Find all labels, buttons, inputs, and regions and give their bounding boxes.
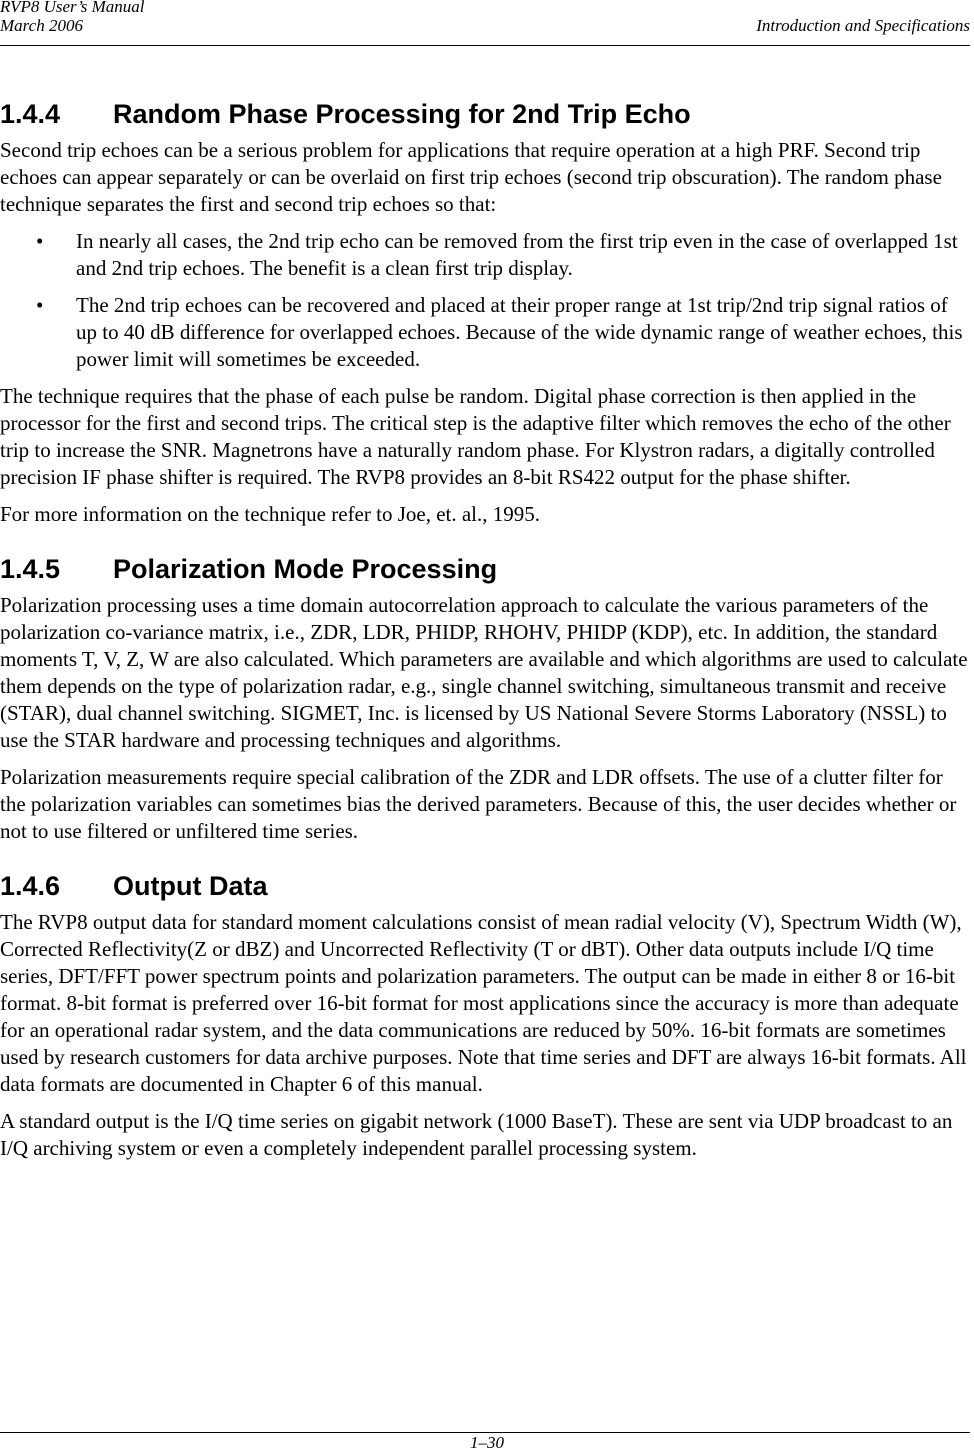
section-heading xyxy=(0,552,972,586)
paragraph: Polarization measurements require special calibration of the ZDR and LDR offsets. The use of a clutter filter for the polarization variables can sometimes bias the derived parameters. Because of this, the user decides whether or not to use filtered or unfiltered time series. xyxy=(0,765,957,843)
bullet-list xyxy=(0,228,972,373)
page-number: 1–30 xyxy=(470,1433,504,1452)
list-item-text: In nearly all cases, the 2nd trip echo can be removed from the first trip even in the case of overlapped 1st and 2nd trip echoes. The benefit is a clean first trip display. xyxy=(76,229,958,280)
page-header xyxy=(0,0,970,46)
section-output-data xyxy=(0,869,972,1162)
section-number: 1.4.5 xyxy=(0,554,61,584)
header-manual-title: RVP8 User’s Manual xyxy=(0,0,145,16)
page-body xyxy=(0,97,972,1186)
bullet-icon: • xyxy=(36,293,44,317)
section-heading xyxy=(0,97,972,131)
header-manual-info xyxy=(0,0,145,35)
paragraph: The technique requires that the phase of each pulse be random. Digital phase correction is then applied in the processor for the first and second trips. The critical step is the adaptive filter which removes the echo of the other trip to increase the SNR. Magnetrons have a naturally random phase. For Klystron radars, a digitally controlled precision IF phase shifter is required. The RVP8 provides an 8-bit RS422 output for the phase shifter. xyxy=(0,384,951,489)
section-title: Output Data xyxy=(113,871,268,901)
paragraph: A standard output is the I/Q time series on gigabit network (1000 BaseT). These are sent via UDP broadcast to an I/Q archiving system or even a completely independent parallel processing system. xyxy=(0,1109,953,1160)
list-item xyxy=(0,228,972,282)
paragraph: For more information on the technique refer to Joe, et. al., 1995. xyxy=(0,502,541,526)
section-title: Random Phase Processing for 2nd Trip Echo xyxy=(113,99,691,129)
section-polarization xyxy=(0,552,972,845)
paragraph: Second trip echoes can be a serious problem for applications that require operation at a high PRF. Second trip echoes can appear separately or can be overlaid on first trip echoes (second trip obscuration). The random phase technique separates the first and second trip echoes so that: xyxy=(0,138,942,216)
section-number: 1.4.6 xyxy=(0,871,61,901)
header-date: March 2006 xyxy=(0,16,83,35)
list-item xyxy=(0,292,972,373)
bullet-icon: • xyxy=(36,229,44,253)
paragraph: Polarization processing uses a time domain autocorrelation approach to calculate the various parameters of the polarization co-variance matrix, i.e., ZDR, LDR, PHIDP, RHOHV, PHIDP (KDP), etc. In addition, the standard moments T, V, Z, W are also calculated. Which parameters are available and which algorithms are used to calculate them depends on the type of polarization radar, e.g., single channel switching, simultaneous transmit and receive (STAR), dual channel switching. SIGMET, Inc. is licensed by US National Severe Storms Laboratory (NSSL) to use the STAR hardware and processing techniques and algorithms. xyxy=(0,593,968,752)
list-item-text: The 2nd trip echoes can be recovered and placed at their proper range at 1st trip/2nd trip signal ratios of up to 40 dB difference for overlapped echoes. Because of the wide dynamic range of weather echoes, this power limit will sometimes be exceeded. xyxy=(76,293,963,371)
section-title: Polarization Mode Processing xyxy=(113,554,498,584)
section-heading xyxy=(0,869,972,903)
header-chapter-title: Introduction and Specifications xyxy=(756,16,970,35)
section-random-phase xyxy=(0,97,972,528)
paragraph: The RVP8 output data for standard moment calculations consist of mean radial velocity (V), Spectrum Width (W), Corrected Reflectivity(Z or dBZ) and Uncorrected Reflectivity (T or dBT). Other data outputs include I/Q time series, DFT/FFT power spectrum points and polarization parameters. The output can be made in either 8 or 16-bit format. 8-bit format is preferred over 16-bit format for most applications since the accuracy is more than adequate for an operational radar system, and the data communications are reduced by 50%. 16-bit formats are sometimes used by research customers for data archive purposes. Note that time series and DFT are always 16-bit formats. All data formats are documented in Chapter 6 of this manual. xyxy=(0,910,967,1096)
section-number: 1.4.4 xyxy=(0,99,61,129)
